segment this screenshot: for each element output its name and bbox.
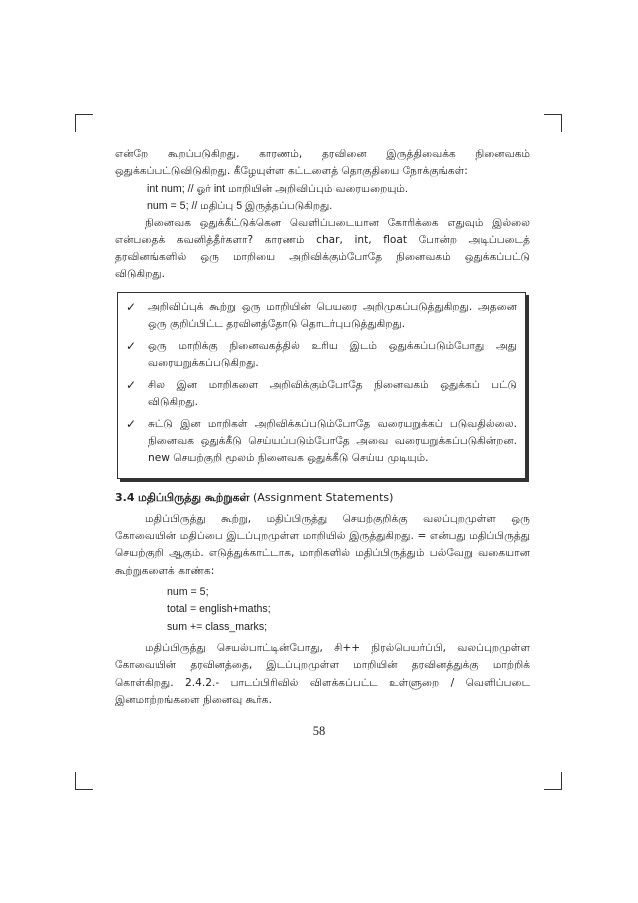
section-number: 3.4 [115,490,135,504]
list-item-text: சுட்டு இன மாறிகள் அறிவிக்கப்படும்போதே வரையறுக்கப் படுவதில்லை. நினைவக ஒதுக்கீடு செய்யப்படும்போதே அவை வரையறுக்கப்படுகின்றன. new செயற்குறி மூலம் நினைவக ஒதுக்கீடு செய்ய முடியும். [148,417,517,464]
crop-mark-top-right-v [561,114,562,132]
list-item [126,299,517,333]
crop-mark-bottom-left-h [75,789,93,790]
code-line: int num; // ஓர் int மாறியின் அறிவிப்பும் வரையறையும். [147,182,408,195]
paragraph-assignment: மதிப்பிருத்து கூற்று, மதிப்பிருத்து செயற்குறிக்கு வலப்புறமுள்ள ஒரு கோவையின் மதிப்பை இடப்புறமுள்ள மாறியில் இருத்துகிறது. = என்பது மதிப்பிருத்து செயற்குறி ஆகும். எடுத்துக்காட்டாக, மாறிகளில் மதிப்பிருத்தும் பல்வேறு வகையான கூற்றுகளைக் காண்க: [115,512,530,577]
crop-mark-top-left-v [75,114,76,132]
checkmark-icon: ✓ [126,299,137,314]
list-item [126,377,517,411]
section-title: மதிப்பிருத்து கூற்றுகள் [138,490,250,504]
section-heading [115,489,530,507]
list-item-text: அறிவிப்புக் கூற்று ஒரு மாறியின் பெயரை அறிமுகப்படுத்துகிறது. அதனை ஒரு குறிப்பிட்ட தரவினத்தோடு தொடர்புபடுத்துகிறது. [148,300,517,330]
code-line: num = 5; // மதிப்பு 5 இருத்தப்படுகிறது. [147,199,333,212]
page-content [115,146,530,709]
crop-mark-bottom-left-v [75,772,76,790]
list-item-text: ஒரு மாறிக்கு நினைவகத்தில் உரிய இடம் ஒதுக்கப்படும்போது அது வரையறுக்கப்படுகிறது. [148,339,517,369]
list-item [126,416,517,467]
code-line: total = english+maths; [167,603,271,616]
crop-mark-bottom-right-h [544,789,562,790]
code-line: num = 5; [167,585,209,598]
summary-box [117,292,526,479]
paragraph-top: என்றே கூறப்படுகிறது. காரணம், தரவினை இருத்திவைக்க நினைவகம் ஒதுக்கப்பட்டுவிடுகிறது. கீழேயுள்ள கட்டளைத் தொகுதியை நோக்குங்கள்: [115,148,530,178]
crop-mark-top-left-h [75,114,93,115]
section-subtitle: (Assignment Statements) [253,490,394,504]
crop-mark-top-right-h [544,114,562,115]
list-item-text: சில இன மாறிகளை அறிவிக்கும்போதே நினைவகம் ஒதுக்கப் பட்டு விடுகிறது. [148,378,517,408]
crop-mark-bottom-right-v [561,772,562,790]
paragraph-memory-allocation: நினைவக ஒதுக்கீட்டுக்கென வெளிப்படையான கோரிக்கை எதுவும் இல்லை என்பதைக் கவனித்தீர்களா? காரணம் char, int, float போன்ற அடிப்படைத் தரவினங்களில் ஒரு மாறியை அறிவிக்கும்போதே நினைவகம் ஒதுக்கப்பட்டு விடுகிறது. [115,216,530,281]
checkmark-icon: ✓ [126,338,137,353]
list-item [126,338,517,372]
code-line: sum += class_marks; [167,620,268,633]
checkmark-icon: ✓ [126,377,137,392]
checkmark-icon: ✓ [126,416,137,431]
paragraph-type-conversion: மதிப்பிருத்து செயல்பாட்டின்போது, சி++ நிரல்பெயர்ப்பி, வலப்புறமுள்ள கோவையின் தரவினத்தை, இடப்புறமுள்ள மாறியின் தரவினத்துக்கு மாற்றிக் கொள்கிறது. 2.4.2.- பாடப்பிரிவில் விளக்கப்பட்ட உள்ளுறை / வெளிப்படை இனமாற்றங்களை நினைவு கூர்க. [115,642,530,707]
page-number: 58 [312,724,326,738]
